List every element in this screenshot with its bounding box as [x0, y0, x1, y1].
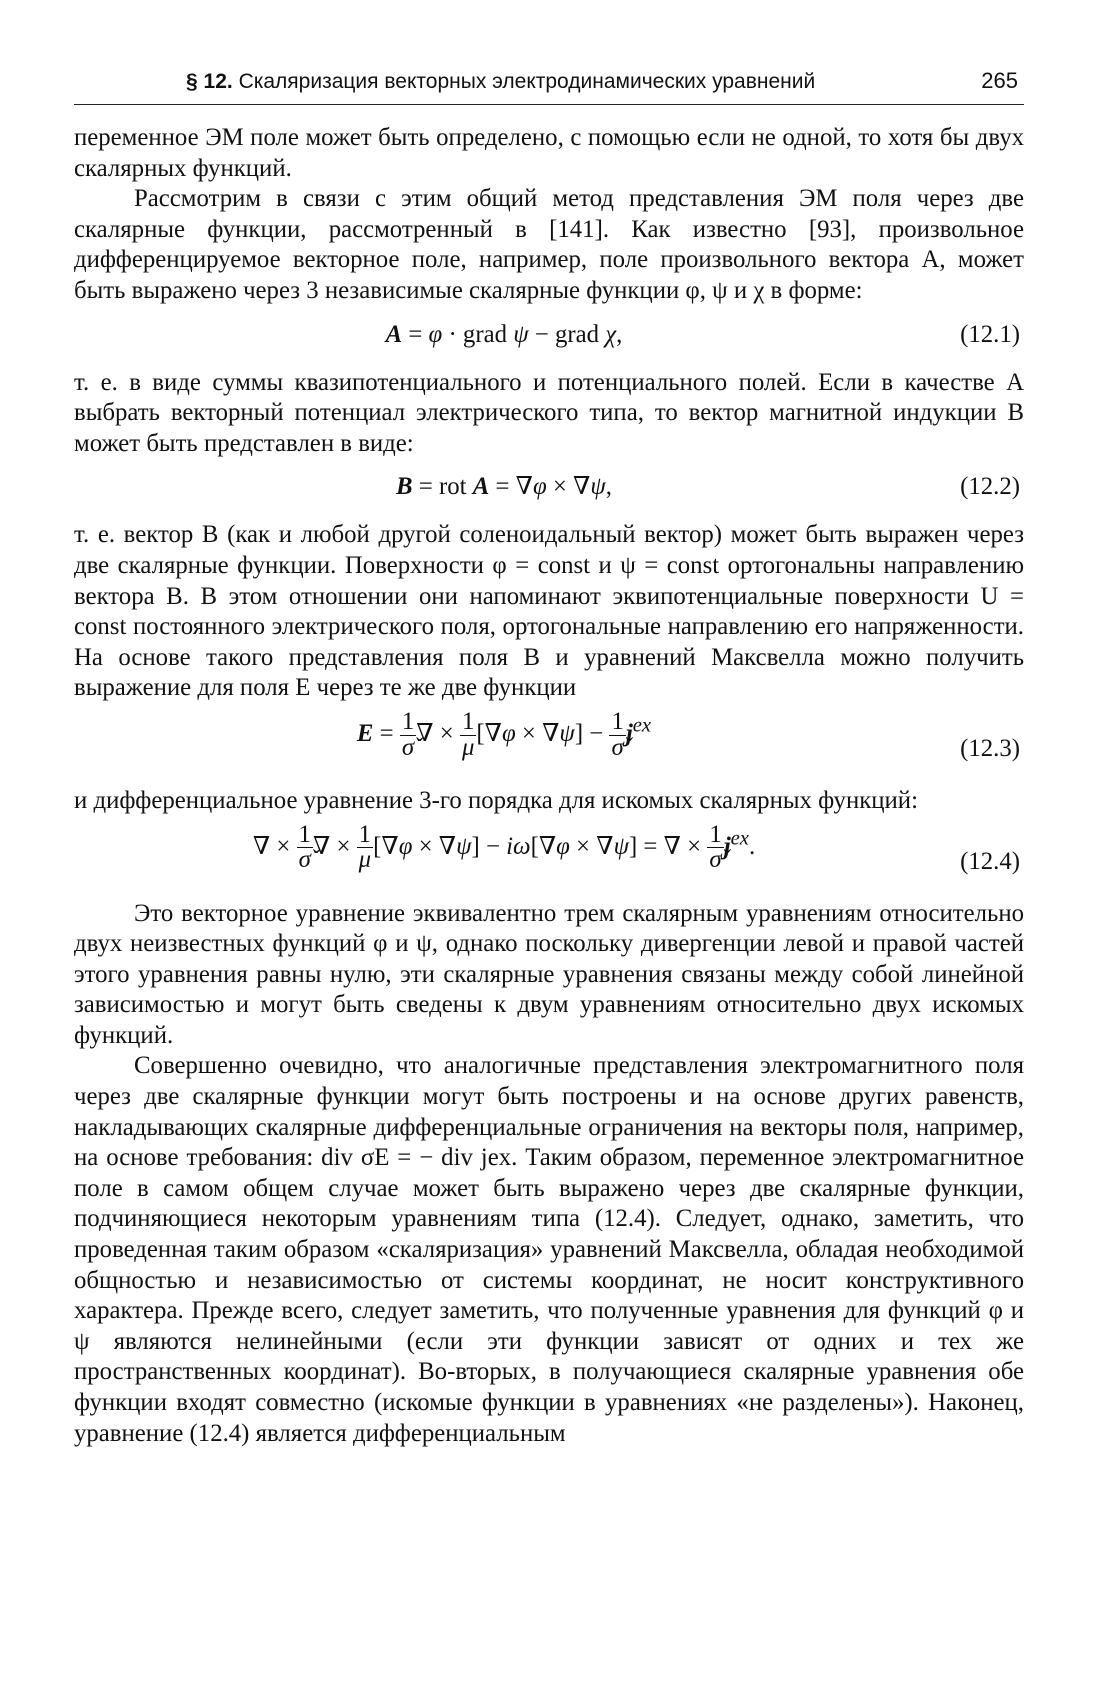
equation-12-1: [74, 307, 1024, 368]
paragraph-3: т. е. в виде суммы квазипотенциального и потенциального полей. Если в качестве A выбрать векторный потенциал электрического типа, то вектор магнитной индукции B может быть представлен в виде:: [74, 368, 1024, 457]
equation-12-4-expression: ∇ × $\frac{1}{\sigmǎ}$ ∇ × $\frac{1}{\mu}$ [∇φ × ∇ψ] − iω[∇φ × ∇ψ] = ∇ × $\frac{1}{\sigmǎ}$ $j^{ex}$.: [252, 820, 756, 874]
page-number: 265: [981, 68, 1018, 93]
paragraph-5: и дифференциальное уравнение 3-го порядка для искомых скалярных функций:: [74, 786, 918, 814]
equation-number: (12.2): [960, 473, 1020, 501]
section-title: [186, 70, 815, 94]
equation-12-2: [74, 459, 1024, 520]
equation-number: (12.1): [960, 320, 1020, 348]
equation-12-3-expression: E = $\frac{1}{\sigmǎ}$ ∇ × $\frac{1}{\mu}$ [∇φ × ∇ψ] − $\frac{1}{\sigmǎ}$ $j^{ex}$: [356, 707, 652, 761]
paragraph-7: Совершенно очевидно, что аналогичные представления электромагнитного поля через две скалярные функции могут быть построены и на основе других равенств, накладывающих скалярные дифференциальные ограничения на векторы поля, например, на основе требования: div σE = − div jex. Таким образом, переменное электромагнитное поле в самом общем случае может быть выражено через две скалярные функции, подчиняющиеся некоторым уравнениям типа (12.4). Следует, однако, заметить, что проведенная таким образом «скаляризация» уравнений Максвелла, обладая необходимой общностью и независимостью от системы координат, не носит конструктивного характера. Прежде всего, следует заметить, что полученные уравнения для функций φ и ψ являются нелинейными (если эти функции зависят от одних и тех же пространственных координат). Во-вторых, в получающиеся скалярные уравнения обе функции входят совместно (искомые функции в уравнениях «не разделены»). Наконец, уравнение (12.4) является дифференциальным: [74, 1052, 1024, 1447]
section-title-text: Скаляризация векторных электродинамических уравнений: [238, 70, 816, 93]
page-body: [74, 123, 1024, 1449]
paragraph-6: Это векторное уравнение эквивалентно трем скалярным уравнениям относительно двух неизвестных функций φ и ψ, однако поскольку дивергенции левой и правой частей этого уравнения равны нулю, эти скалярные уравнения связаны между собой линейной зависимостью и могут быть сведены к двум уравнениям относительно двух искомых функций.: [74, 899, 1024, 1049]
equation-12-3: [74, 704, 1024, 786]
equation-12-2-expression: B = rot A = ∇φ × ∇ψ,: [396, 473, 612, 501]
equation-12-1-expression: A = φ · grad ψ − grad χ,: [385, 320, 623, 348]
equation-12-4: [74, 817, 1024, 899]
paragraph-2: Рассмотрим в связи с этим общий метод представления ЭМ поля через две скалярные функции, рассмотренный в [141]. Как известно [93], произвольное дифференцируемое векторное поле, например, поле произвольного вектора A, может быть выражено через 3 независимые скалярные функции φ, ψ и χ в форме:: [74, 185, 1024, 304]
running-header: [74, 60, 1024, 105]
equation-number: (12.4): [960, 847, 1020, 875]
paragraph-1: переменное ЭМ поле может быть определено, с помощью если не одной, то хотя бы двух скалярных функций.: [74, 124, 1024, 182]
paragraph-4: т. е. вектор B (как и любой другой соленоидальный вектор) может быть выражен через две скалярные функции. Поверхности φ = const и ψ = const ортогональны направлению вектора B. В этом отношении они напоминают эквипотенциальные поверхности U = const постоянного электрического поля, ортогональные направлению его напряженности. На основе такого представления поля B и уравнений Максвелла можно получить выражение для поля E через те же две функции: [74, 521, 1024, 702]
equation-number: (12.3): [960, 734, 1020, 762]
book-page: [74, 60, 1024, 1449]
section-mark: § 12.: [186, 70, 233, 93]
